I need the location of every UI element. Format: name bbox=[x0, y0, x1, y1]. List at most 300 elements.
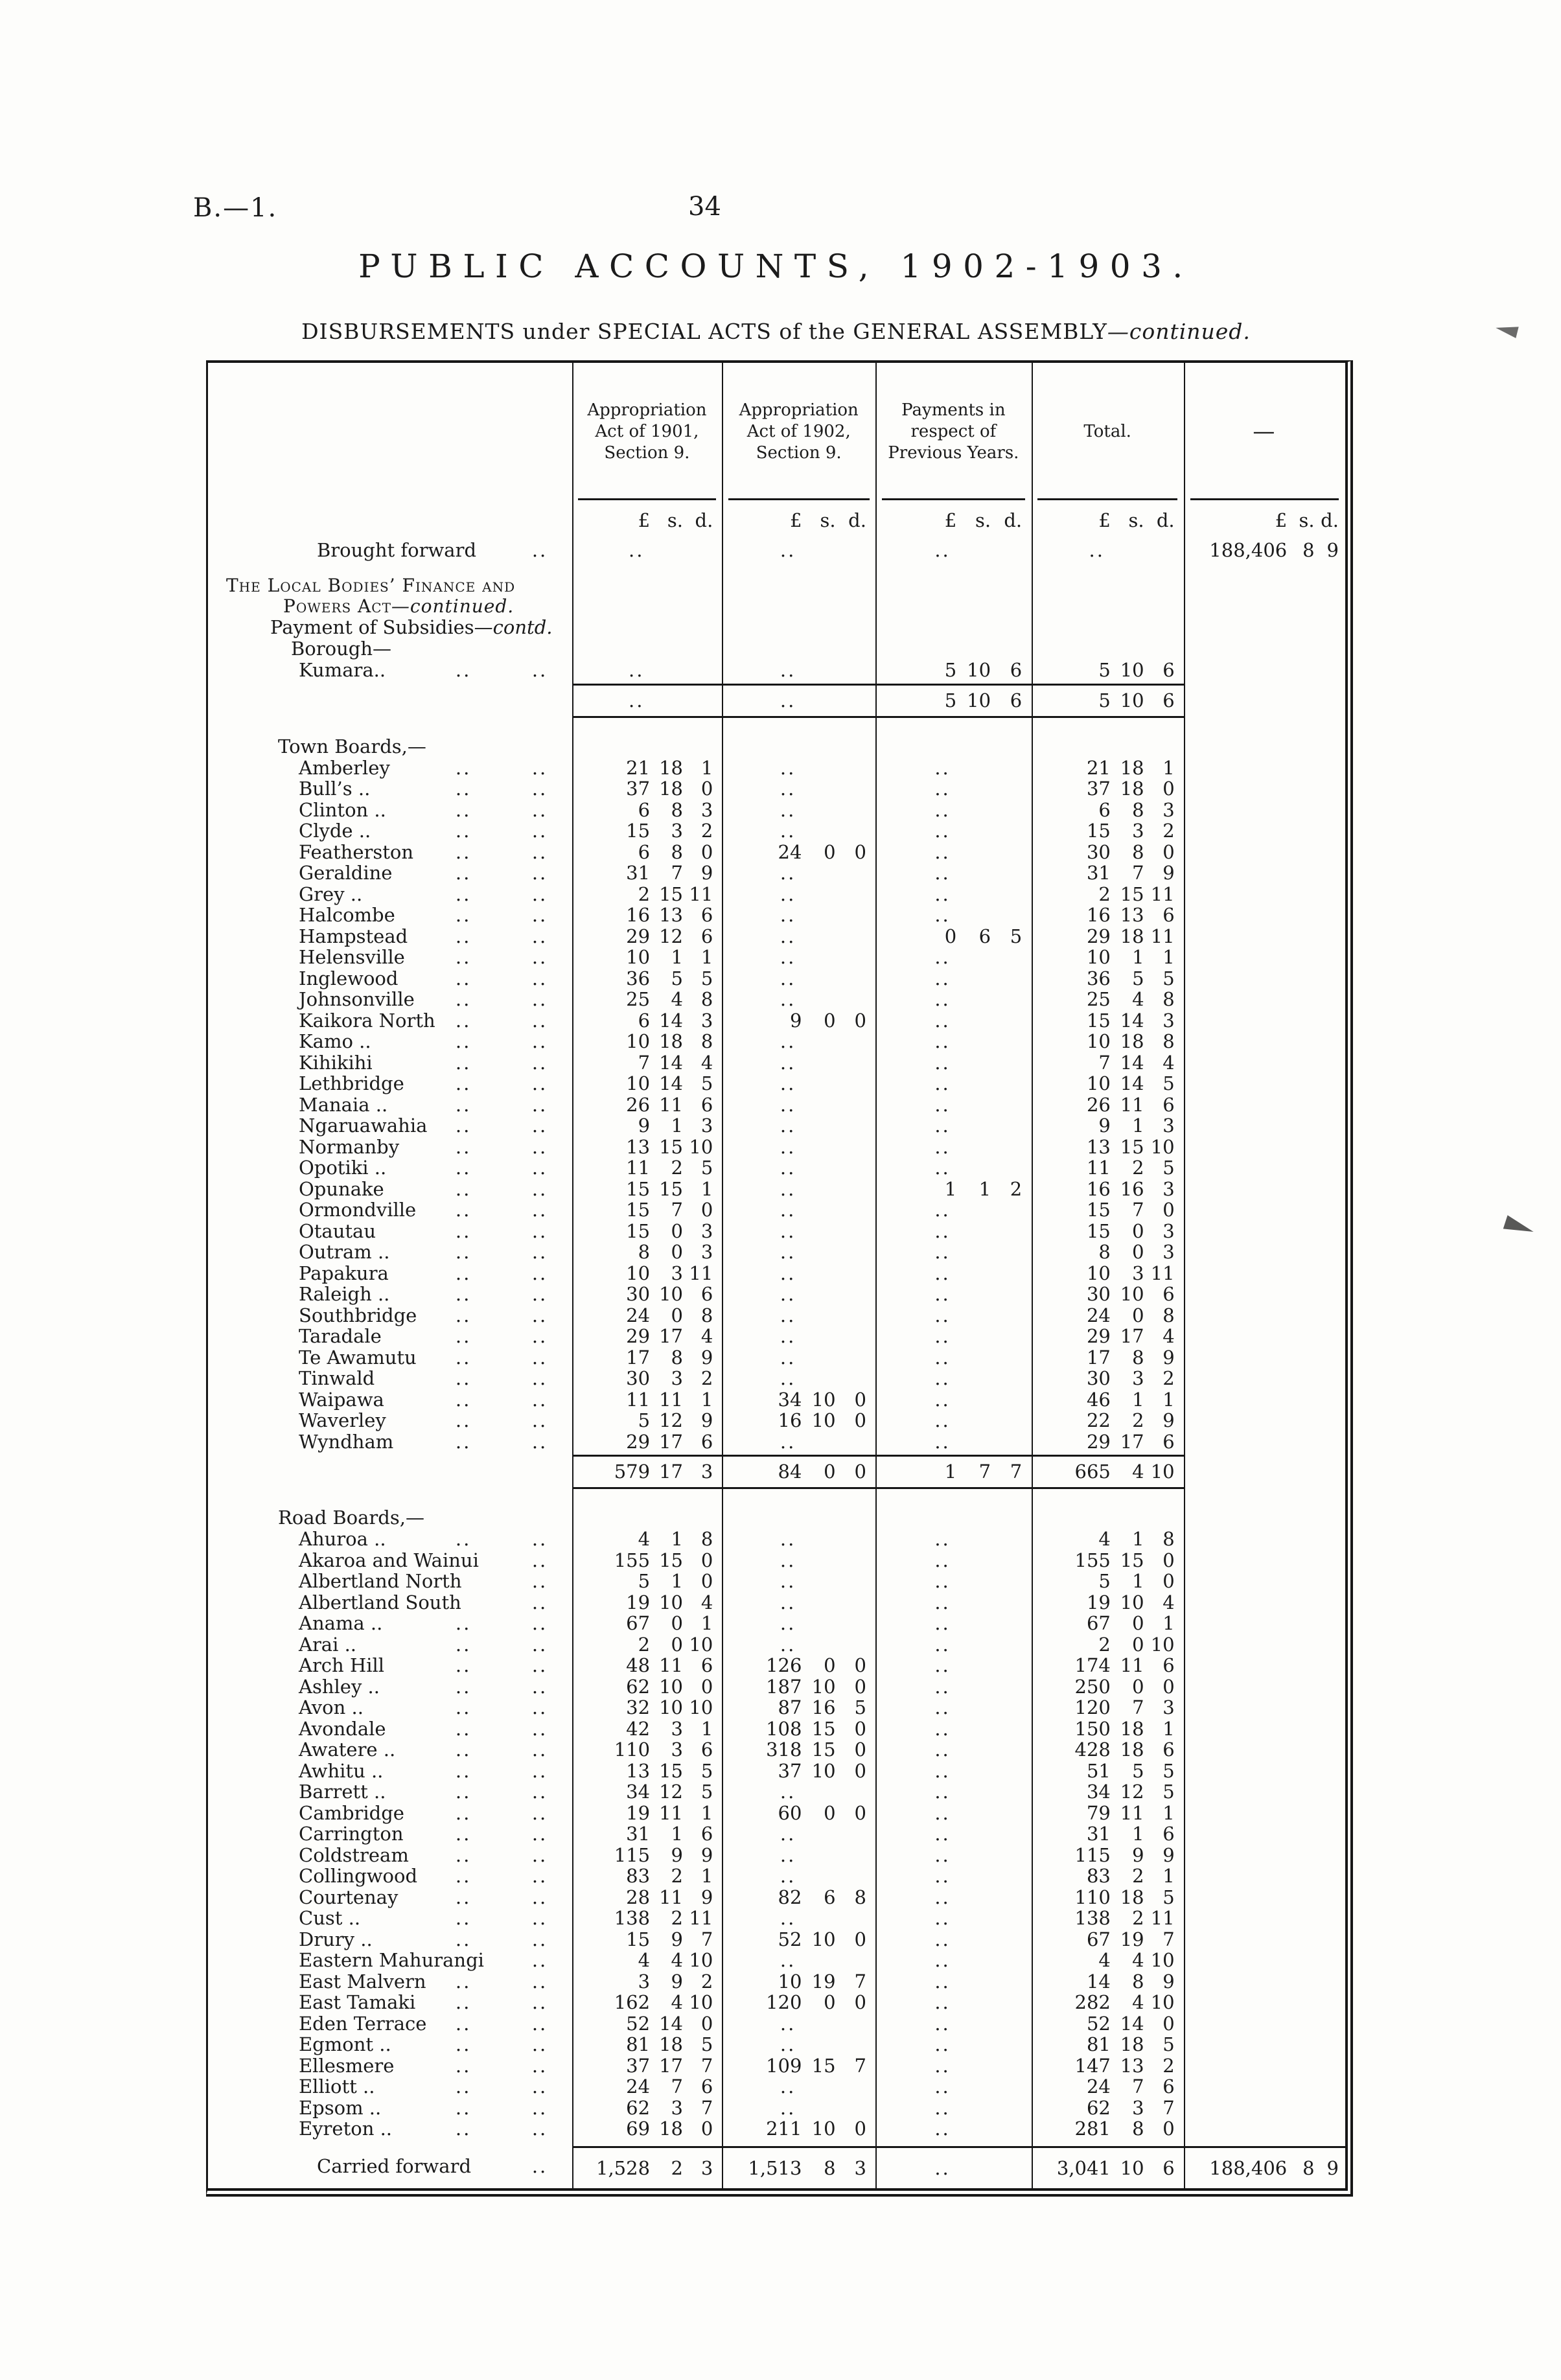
money-cell-col1 bbox=[722, 884, 875, 905]
money-cell-col2 bbox=[875, 989, 1031, 1010]
leader-dots: .. bbox=[531, 1177, 548, 1200]
leader-dots: .. bbox=[455, 1051, 472, 1074]
leader-dots: .. bbox=[531, 1219, 548, 1242]
row-label-cell: Bull’s .. .. .. bbox=[299, 778, 548, 800]
money-cell-col3: 36 5 5 bbox=[1086, 967, 1175, 989]
money-cell-col2 bbox=[875, 820, 1031, 842]
money-cell-col3: 150 18 1 bbox=[1074, 1717, 1175, 1740]
money-cell-col2 bbox=[875, 1718, 1031, 1740]
empty-cell-dots: .. bbox=[934, 1199, 951, 1221]
empty-cell-dots: .. bbox=[934, 1135, 951, 1158]
row-item-grey bbox=[208, 884, 1345, 905]
row-label-cell: Ngaruawahia .. .. bbox=[299, 1115, 548, 1137]
money-cell-col1: 24 0 0 bbox=[778, 840, 866, 863]
money-cell-col3: 15 14 3 bbox=[1086, 1009, 1175, 1032]
money-cell-col3: 37 18 0 bbox=[1086, 778, 1175, 800]
leader-dots: .. bbox=[531, 1928, 548, 1950]
leader-dots: .. bbox=[455, 1283, 472, 1305]
empty-cell-dots: .. bbox=[780, 1072, 796, 1094]
row-label-cell: Hampstead .. .. bbox=[299, 925, 548, 947]
leader-dots: .. bbox=[455, 1409, 472, 1431]
leader-dots: .. bbox=[455, 1823, 472, 1845]
money-cell-col1 bbox=[722, 1529, 875, 1550]
empty-cell-dots: .. bbox=[780, 1177, 796, 1200]
row-label-cell: Clinton .. .. .. bbox=[299, 798, 548, 821]
leader-dots: .. bbox=[531, 1409, 548, 1431]
money-cell-col3: 110 18 5 bbox=[1074, 1886, 1175, 1908]
money-cell-col4 bbox=[1184, 1676, 1345, 1698]
money-cell-col1 bbox=[722, 1908, 875, 1929]
money-cell-col1 bbox=[722, 757, 875, 779]
money-cell-col2 bbox=[875, 1242, 1031, 1263]
empty-cell-dots: .. bbox=[780, 1907, 796, 1929]
row-label-cell: Elliott .. .. .. bbox=[299, 2075, 548, 2097]
money-cell-col3: 29 17 6 bbox=[1086, 1430, 1175, 1453]
money-cell-col1 bbox=[722, 1866, 875, 1887]
row-brought-brought-forward bbox=[208, 537, 1345, 564]
row-item-clyde bbox=[208, 820, 1345, 842]
row-subtotal bbox=[208, 1455, 1345, 1489]
leader-dots: .. bbox=[531, 820, 548, 842]
empty-cell-dots: .. bbox=[934, 2118, 951, 2140]
money-cell-col3: 29 18 11 bbox=[1086, 925, 1175, 947]
leader-dots: .. bbox=[455, 798, 472, 821]
row-item-hampstead bbox=[208, 926, 1345, 947]
money-cell-col1 bbox=[722, 905, 875, 926]
row-label-cell: Kihikihi .. .. bbox=[299, 1051, 548, 1074]
money-cell-col1: 109 15 7 bbox=[766, 2054, 866, 2077]
money-cell-col1 bbox=[722, 1305, 875, 1326]
document-reference: B.—1. bbox=[193, 193, 278, 223]
leader-dots: .. bbox=[455, 946, 472, 968]
money-cell-col4 bbox=[1184, 1326, 1345, 1347]
disbursements-table bbox=[206, 360, 1353, 2197]
leader-dots: .. bbox=[531, 1241, 548, 1263]
row-label-cell: Opotiki .. .. .. bbox=[299, 1157, 548, 1179]
row-label-cell: Tinwald .. .. bbox=[299, 1367, 548, 1389]
money-cell-col4 bbox=[1184, 884, 1345, 905]
money-cell-col4 bbox=[1184, 1115, 1345, 1137]
money-cell-col1: 52 10 0 bbox=[778, 1928, 866, 1950]
row-label-cell: Albertland South .. bbox=[299, 1591, 548, 1613]
empty-cell-dots: .. bbox=[780, 798, 796, 821]
money-cell-col0: 15 9 7 bbox=[626, 1928, 713, 1950]
empty-cell-dots: .. bbox=[934, 1325, 951, 1347]
money-cell-col3: 10 1 1 bbox=[1086, 946, 1175, 968]
row-label-cell: East Tamaki .. .. bbox=[299, 1991, 548, 2013]
row-item-avon bbox=[208, 1697, 1345, 1718]
empty-cell-dots: .. bbox=[780, 1135, 796, 1158]
leader-dots: .. bbox=[455, 1970, 472, 1993]
money-cell-col4 bbox=[1184, 989, 1345, 1010]
money-cell-col1 bbox=[722, 1845, 875, 1866]
leader-dots: .. bbox=[531, 539, 548, 561]
row-item-collingwood bbox=[208, 1866, 1345, 1887]
leader-dots: .. bbox=[531, 1570, 548, 1592]
money-cell-col3: 665 4 10 bbox=[1032, 1455, 1184, 1489]
leader-dots: .. bbox=[531, 840, 548, 863]
money-cell-col4 bbox=[1184, 1866, 1345, 1887]
money-cell-col3: 10 18 8 bbox=[1086, 1030, 1175, 1052]
money-cell-col1 bbox=[722, 926, 875, 947]
empty-cell-dots: .. bbox=[934, 2033, 951, 2055]
leader-dots: .. bbox=[455, 1115, 472, 1137]
leader-dots: .. bbox=[531, 1759, 548, 1782]
empty-cell-dots: .. bbox=[780, 862, 796, 884]
money-cell-col0 bbox=[572, 537, 723, 564]
empty-cell-dots: .. bbox=[934, 1739, 951, 1761]
empty-cell-dots: .. bbox=[934, 1949, 951, 1971]
money-cell-col4 bbox=[1184, 1634, 1345, 1656]
money-cell-col2 bbox=[875, 800, 1031, 821]
money-cell-col0: 21 18 1 bbox=[626, 756, 713, 779]
money-cell-col4 bbox=[1184, 2055, 1345, 2077]
money-cell-col2 bbox=[875, 1887, 1031, 1908]
money-cell-col4 bbox=[1184, 1739, 1345, 1761]
money-cell-col0: 15 15 1 bbox=[626, 1177, 713, 1200]
money-cell-col3: 31 1 6 bbox=[1086, 1823, 1175, 1845]
leader-dots: .. bbox=[455, 967, 472, 989]
money-cell-col0: 7 14 4 bbox=[638, 1051, 713, 1074]
row-label-cell: Halcombe .. .. bbox=[299, 904, 548, 926]
leader-dots: .. bbox=[455, 1241, 472, 1263]
leader-dots: .. bbox=[455, 840, 472, 863]
empty-cell-dots: .. bbox=[780, 1093, 796, 1116]
leader-dots: .. bbox=[531, 659, 548, 681]
row-item-epsom bbox=[208, 2097, 1345, 2119]
leader-dots: .. bbox=[531, 1115, 548, 1137]
empty-cell-dots: .. bbox=[780, 756, 796, 779]
money-cell-col0: 69 18 0 bbox=[626, 2118, 713, 2140]
row-label-cell: Carrington .. .. bbox=[299, 1823, 548, 1845]
money-cell-col0: 11 2 5 bbox=[626, 1157, 713, 1179]
row-item-manaia bbox=[208, 1094, 1345, 1116]
row-label-cell: Eastern Mahurangi .. bbox=[299, 1949, 548, 1971]
money-cell-col1 bbox=[722, 736, 875, 757]
money-cell-col3: 3,041 10 6 bbox=[1032, 2146, 1184, 2183]
row-group-header-road-boards bbox=[208, 1507, 1345, 1529]
row-item-geraldine bbox=[208, 862, 1345, 884]
money-cell-col3: 81 18 5 bbox=[1086, 2033, 1175, 2055]
empty-cell-dots: .. bbox=[934, 2156, 951, 2179]
money-cell-col2 bbox=[875, 2118, 1031, 2140]
empty-cell-dots: .. bbox=[934, 1093, 951, 1116]
money-cell-col1 bbox=[722, 1823, 875, 1845]
header-previous-years bbox=[875, 363, 1031, 500]
empty-cell-dots: .. bbox=[780, 1865, 796, 1887]
row-label-cell: Ormondville .. .. bbox=[299, 1199, 548, 1221]
money-cell-col2 bbox=[875, 1094, 1031, 1116]
money-cell-col3: 120 7 3 bbox=[1074, 1696, 1175, 1718]
empty-cell-dots: .. bbox=[780, 883, 796, 905]
row-label-cell: Eden Terrace .. .. bbox=[299, 2012, 548, 2035]
money-cell-col1 bbox=[722, 968, 875, 989]
row-item-otautau bbox=[208, 1221, 1345, 1242]
money-cell-col0: 155 15 0 bbox=[614, 1549, 713, 1571]
money-cell-col1 bbox=[722, 1284, 875, 1305]
header-dash-column bbox=[1184, 363, 1345, 500]
money-cell-col0: 31 7 9 bbox=[626, 862, 713, 884]
row-item-arch-hill bbox=[208, 1655, 1345, 1676]
header-row-label-cell bbox=[208, 363, 572, 500]
money-cell-col1 bbox=[722, 1550, 875, 1571]
money-cell-col0: 48 11 6 bbox=[626, 1654, 713, 1676]
row-item-ashley bbox=[208, 1676, 1345, 1698]
row-item-ormondville bbox=[208, 1199, 1345, 1221]
empty-cell-dots: .. bbox=[934, 1991, 951, 2013]
empty-cell-dots: .. bbox=[934, 1051, 951, 1074]
money-cell-col2 bbox=[875, 1507, 1031, 1529]
row-item-southbridge bbox=[208, 1305, 1345, 1326]
leader-dots: .. bbox=[531, 2155, 548, 2177]
money-cell-col1: 84 0 0 bbox=[722, 1455, 875, 1489]
ink-mark-icon bbox=[1503, 1215, 1536, 1238]
leader-dots: .. bbox=[531, 1367, 548, 1389]
leader-dots: .. bbox=[531, 1009, 548, 1032]
money-cell-col1: 211 10 0 bbox=[766, 2118, 866, 2140]
money-cell-col2 bbox=[875, 2013, 1031, 2035]
money-cell-col2 bbox=[875, 968, 1031, 989]
money-cell-col3: 25 4 8 bbox=[1086, 988, 1175, 1010]
money-cell-col3 bbox=[1032, 617, 1184, 638]
row-label-cell: Taradale .. .. bbox=[299, 1325, 548, 1347]
money-cell-col1: 9 0 0 bbox=[789, 1009, 866, 1032]
money-cell-col4 bbox=[1184, 1221, 1345, 1242]
money-cell-col3 bbox=[1032, 537, 1184, 564]
money-cell-col1 bbox=[722, 1431, 875, 1453]
leader-dots: .. bbox=[531, 1051, 548, 1074]
empty-cell-dots: .. bbox=[780, 904, 796, 926]
money-cell-col2 bbox=[875, 1823, 1031, 1845]
row-item-albertland-north bbox=[208, 1571, 1345, 1592]
money-cell-col3: 16 13 6 bbox=[1086, 904, 1175, 926]
money-cell-col3: 17 8 9 bbox=[1086, 1346, 1175, 1369]
leader-dots: .. bbox=[455, 1907, 472, 1929]
money-cell-col1 bbox=[722, 862, 875, 884]
money-cell-col0: 138 2 11 bbox=[614, 1907, 713, 1929]
money-cell-col4 bbox=[1184, 1073, 1345, 1094]
row-item-eastern-mahurangi bbox=[208, 1950, 1345, 1971]
row-item-courtenay bbox=[208, 1887, 1345, 1908]
row-label-cell: Kamo .. .. .. bbox=[299, 1030, 548, 1052]
money-cell-col4 bbox=[1184, 1781, 1345, 1803]
money-cell-col0: 15 0 3 bbox=[626, 1219, 713, 1242]
money-cell-col1 bbox=[722, 778, 875, 800]
money-cell-col3 bbox=[1032, 575, 1184, 617]
leader-dots: .. bbox=[455, 883, 472, 905]
money-cell-col0: 30 10 6 bbox=[626, 1283, 713, 1305]
page-subtitle-text: DISBURSEMENTS under SPECIAL ACTS of the GENERAL ASSEMBLY bbox=[301, 319, 1107, 344]
leader-dots: .. bbox=[531, 1325, 548, 1347]
empty-cell-dots: .. bbox=[780, 967, 796, 989]
leader-dots: .. bbox=[455, 1717, 472, 1740]
empty-cell-dots: .. bbox=[934, 967, 951, 989]
money-cell-col4 bbox=[1184, 905, 1345, 926]
money-cell-col2 bbox=[875, 1655, 1031, 1676]
money-cell-col1 bbox=[722, 947, 875, 968]
money-cell-col0: 162 4 10 bbox=[614, 1991, 713, 2013]
leader-dots: .. bbox=[531, 883, 548, 905]
money-cell-col2 bbox=[875, 1866, 1031, 1887]
leader-dots: .. bbox=[455, 1030, 472, 1052]
money-cell-col0 bbox=[572, 638, 723, 660]
row-label-cell: Helensville .. .. bbox=[299, 946, 548, 968]
money-cell-col3: 10 14 5 bbox=[1086, 1072, 1175, 1094]
money-cell-col4 bbox=[1184, 1718, 1345, 1740]
empty-cell-dots: .. bbox=[780, 1219, 796, 1242]
money-cell-col4 bbox=[1184, 1971, 1345, 1993]
money-cell-col4 bbox=[1184, 820, 1345, 842]
money-cell-col3: 62 3 7 bbox=[1086, 2096, 1175, 2119]
money-cell-col3: 24 7 6 bbox=[1086, 2075, 1175, 2097]
empty-cell-dots: .. bbox=[780, 925, 796, 947]
empty-cell-dots: .. bbox=[934, 820, 951, 842]
row-item-kumara bbox=[208, 660, 1345, 681]
leader-dots: .. bbox=[455, 2075, 472, 2097]
empty-cell-dots: .. bbox=[934, 1970, 951, 1993]
money-cell-col1 bbox=[722, 2076, 875, 2097]
leader-dots: .. bbox=[455, 1157, 472, 1179]
money-cell-col3: 2 0 10 bbox=[1098, 1633, 1175, 1656]
row-label-cell: Lethbridge .. .. bbox=[299, 1072, 548, 1094]
leader-dots: .. bbox=[531, 798, 548, 821]
leader-dots: .. bbox=[455, 1801, 472, 1824]
empty-cell-dots: .. bbox=[628, 689, 645, 711]
money-cell-col2 bbox=[875, 1263, 1031, 1284]
money-cell-col0: 10 14 5 bbox=[626, 1072, 713, 1094]
empty-cell-dots: .. bbox=[934, 946, 951, 968]
money-cell-col3: 16 16 3 bbox=[1086, 1177, 1175, 1200]
empty-cell-dots: .. bbox=[934, 1072, 951, 1094]
money-cell-col1 bbox=[722, 684, 875, 718]
row-label-cell: Anama .. .. .. bbox=[299, 1612, 548, 1634]
money-cell-col0: 110 3 6 bbox=[614, 1739, 713, 1761]
money-cell-col4 bbox=[1184, 1887, 1345, 1908]
money-cell-col0: 19 10 4 bbox=[626, 1591, 713, 1613]
money-cell-col1 bbox=[722, 1263, 875, 1284]
money-cell-col1: 87 16 5 bbox=[778, 1696, 866, 1718]
row-item-inglewood bbox=[208, 968, 1345, 989]
leader-dots: .. bbox=[531, 1304, 548, 1326]
row-item-kaikora-north bbox=[208, 1010, 1345, 1032]
money-cell-col2 bbox=[875, 1781, 1031, 1803]
empty-cell-dots: .. bbox=[780, 689, 796, 711]
money-cell-col1 bbox=[722, 1094, 875, 1116]
row-label-cell: Normanby .. .. bbox=[299, 1135, 548, 1158]
empty-cell-dots: .. bbox=[934, 1612, 951, 1634]
money-cell-col3: 79 11 1 bbox=[1086, 1801, 1175, 1824]
money-cell-col0: 37 18 0 bbox=[626, 778, 713, 800]
money-cell-col2 bbox=[875, 842, 1031, 863]
row-label-cell: Opunake .. .. bbox=[299, 1177, 548, 1200]
row-item-elliott bbox=[208, 2076, 1345, 2097]
money-cell-col2 bbox=[875, 2097, 1031, 2119]
row-item-halcombe bbox=[208, 905, 1345, 926]
leader-dots: .. bbox=[531, 1991, 548, 2013]
money-cell-col4 bbox=[1184, 1613, 1345, 1634]
empty-cell-dots: .. bbox=[780, 988, 796, 1010]
money-cell-col0: 8 0 3 bbox=[638, 1241, 713, 1263]
page-subtitle bbox=[207, 319, 1345, 344]
money-cell-col3: 21 18 1 bbox=[1086, 756, 1175, 779]
money-cell-col1 bbox=[722, 2013, 875, 2035]
row-label-cell bbox=[208, 684, 572, 718]
money-cell-col2 bbox=[875, 736, 1031, 757]
money-cell-col2 bbox=[875, 2034, 1031, 2055]
money-cell-col0: 16 13 6 bbox=[626, 904, 713, 926]
money-cell-col1: 10 19 7 bbox=[778, 1970, 866, 1993]
money-cell-col1: 1,513 8 3 bbox=[722, 2146, 875, 2183]
leader-dots: .. bbox=[531, 1970, 548, 1993]
money-cell-col4 bbox=[1184, 617, 1345, 638]
money-cell-col0: 42 3 1 bbox=[626, 1717, 713, 1740]
leader-dots: .. bbox=[531, 1135, 548, 1158]
money-cell-col0: 15 7 0 bbox=[626, 1199, 713, 1221]
money-cell-col0: 36 5 5 bbox=[626, 967, 713, 989]
money-cell-col1: 34 10 0 bbox=[778, 1388, 866, 1411]
empty-cell-dots: .. bbox=[934, 1823, 951, 1845]
leader-dots: .. bbox=[455, 756, 472, 779]
row-subtotal bbox=[208, 684, 1345, 718]
money-cell-col2 bbox=[875, 1284, 1031, 1305]
money-cell-col4 bbox=[1184, 2118, 1345, 2140]
ink-mark-icon bbox=[1494, 321, 1518, 338]
money-cell-col0: 28 11 9 bbox=[626, 1886, 713, 1908]
money-cell-col0: 4 4 10 bbox=[638, 1949, 713, 1971]
money-cell-col4 bbox=[1184, 1347, 1345, 1369]
leader-dots: .. bbox=[455, 1346, 472, 1369]
row-label-cell: Inglewood .. .. bbox=[299, 967, 548, 989]
money-cell-col4 bbox=[1184, 1410, 1345, 1431]
money-cell-col3: 5 10 6 bbox=[1032, 684, 1184, 718]
empty-cell-dots: .. bbox=[780, 1157, 796, 1179]
leader-dots: .. bbox=[531, 756, 548, 779]
empty-cell-dots: .. bbox=[780, 2096, 796, 2119]
row-label-cell: Ellesmere .. .. bbox=[299, 2054, 548, 2077]
money-cell-col0: 25 4 8 bbox=[626, 988, 713, 1010]
row-label-cell: Grey .. .. .. bbox=[299, 883, 548, 905]
leader-dots: .. bbox=[455, 1177, 472, 1200]
row-item-outram bbox=[208, 1242, 1345, 1263]
row-label-cell: Arch Hill .. .. bbox=[299, 1654, 548, 1676]
leader-dots: .. bbox=[455, 1612, 472, 1634]
money-cell-col3: 26 11 6 bbox=[1086, 1093, 1175, 1116]
money-cell-col0: 6 8 3 bbox=[638, 798, 713, 821]
money-cell-col2: £ s. d. bbox=[944, 509, 1023, 531]
money-cell-col1 bbox=[722, 1157, 875, 1179]
money-cell-col1 bbox=[722, 1137, 875, 1158]
money-cell-col4 bbox=[1184, 1592, 1345, 1613]
page-subtitle-continued: —continued. bbox=[1107, 319, 1251, 344]
money-cell-col0: 10 3 11 bbox=[626, 1262, 713, 1284]
leader-dots: .. bbox=[531, 1907, 548, 1929]
empty-cell-dots: .. bbox=[780, 1367, 796, 1389]
empty-cell-dots: .. bbox=[1089, 539, 1105, 561]
empty-cell-dots: .. bbox=[780, 1570, 796, 1592]
money-cell-col3: 22 2 9 bbox=[1086, 1409, 1175, 1431]
money-cell-col0: 10 18 8 bbox=[626, 1030, 713, 1052]
money-cell-col0: 32 10 10 bbox=[626, 1696, 713, 1718]
leader-dots: .. bbox=[455, 2033, 472, 2055]
row-label-cell: Featherston .. .. bbox=[299, 840, 548, 863]
empty-cell-dots: .. bbox=[934, 1241, 951, 1263]
empty-cell-dots: .. bbox=[780, 1325, 796, 1347]
leader-dots: .. bbox=[455, 1654, 472, 1676]
money-cell-col1 bbox=[722, 1115, 875, 1137]
leader-dots: .. bbox=[531, 2096, 548, 2119]
row-label-cell: Avon .. .. .. bbox=[299, 1696, 548, 1718]
money-cell-col3: 30 8 0 bbox=[1086, 840, 1175, 863]
